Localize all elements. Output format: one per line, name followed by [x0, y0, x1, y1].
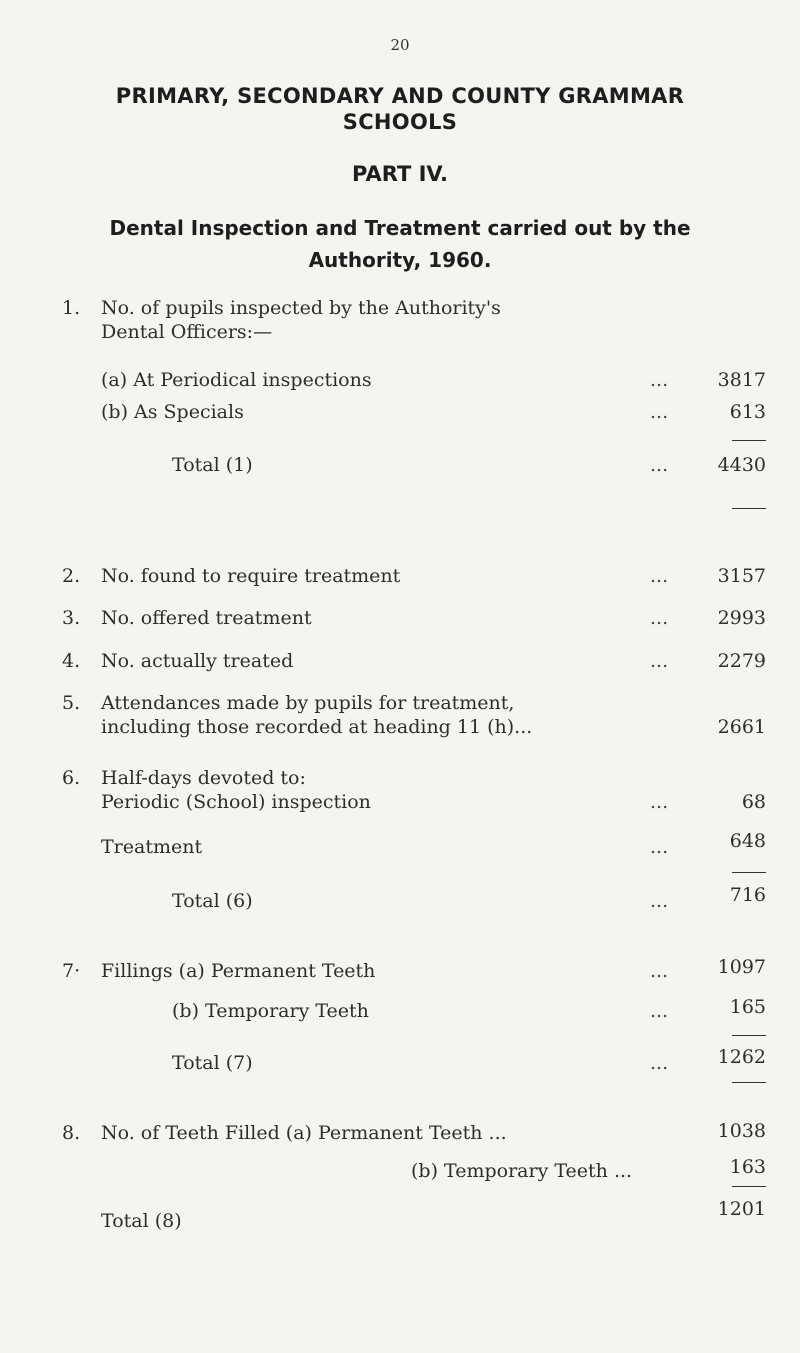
- item-1b-value: 613: [729, 401, 766, 423]
- item-3-label: No. offered treatment: [101, 607, 312, 629]
- item-6-total-value: 716: [729, 884, 766, 906]
- sum-rule: [732, 872, 766, 873]
- dot-leader: ...: [650, 401, 669, 423]
- item-6-treatment-value: 648: [729, 830, 766, 852]
- item-8b-value: 163: [729, 1156, 766, 1178]
- title-line-2: SCHOOLS: [342, 110, 458, 134]
- dot-leader: ...: [650, 960, 669, 982]
- item-2-value: 3157: [717, 565, 766, 587]
- item-2-label: No. found to require treatment: [101, 565, 401, 587]
- item-7a-value: 1097: [717, 956, 766, 978]
- item-6-treatment-label: Treatment: [101, 836, 203, 858]
- item-6-total-label: Total (6): [172, 890, 253, 912]
- item-1-line-2: Dental Officers:—: [101, 321, 273, 343]
- dot-leader: ...: [650, 791, 669, 813]
- sum-rule: [732, 440, 766, 441]
- item-8a-label: No. of Teeth Filled (a) Permanent Teeth ...: [101, 1122, 507, 1144]
- item-1-total-label: Total (1): [172, 454, 253, 476]
- item-number: 7·: [62, 960, 81, 982]
- item-8-total-label: Total (8): [101, 1210, 182, 1232]
- dot-leader: ...: [650, 890, 669, 912]
- dot-leader: ...: [650, 1052, 669, 1074]
- item-number: 5.: [62, 692, 81, 714]
- dot-leader: ...: [650, 1000, 669, 1022]
- item-6-periodic-label: Periodic (School) inspection: [101, 791, 371, 813]
- item-6-line-1: Half-days devoted to:: [101, 767, 306, 789]
- dot-leader: ...: [650, 607, 669, 629]
- item-7-total-label: Total (7): [172, 1052, 253, 1074]
- item-number: 1.: [62, 297, 81, 319]
- item-1a-label: (a) At Periodical inspections: [101, 369, 372, 391]
- part-heading: PART IV.: [352, 162, 448, 186]
- item-7a-label: Fillings (a) Permanent Teeth: [101, 960, 376, 982]
- item-1-total-value: 4430: [717, 454, 766, 476]
- total-rule: [732, 1082, 766, 1083]
- item-7-total-value: 1262: [717, 1046, 766, 1068]
- total-rule: [732, 508, 766, 509]
- title-line-1: PRIMARY, SECONDARY AND COUNTY GRAMMAR: [115, 84, 685, 108]
- dot-leader: ...: [650, 650, 669, 672]
- subtitle-line-2: Authority, 1960.: [308, 248, 492, 272]
- page-number: 20: [390, 36, 410, 54]
- item-number: 6.: [62, 767, 81, 789]
- item-7b-value: 165: [729, 996, 766, 1018]
- item-5-value: 2661: [717, 716, 766, 738]
- item-number: 3.: [62, 607, 81, 629]
- item-5-line-1: Attendances made by pupils for treatment,: [101, 692, 515, 714]
- dot-leader: ...: [650, 836, 669, 858]
- item-1b-label: (b) As Specials: [101, 401, 244, 423]
- item-8a-value: 1038: [717, 1120, 766, 1142]
- dot-leader: ...: [650, 369, 669, 391]
- item-6-periodic-value: 68: [741, 791, 766, 813]
- item-1a-value: 3817: [717, 369, 766, 391]
- dot-leader: ...: [650, 565, 669, 587]
- item-number: 8.: [62, 1122, 81, 1144]
- item-5-line-2: including those recorded at heading 11 (h)...: [101, 716, 533, 738]
- sum-rule: [732, 1035, 766, 1036]
- subtitle-line-1: Dental Inspection and Treatment carried out by the: [109, 216, 691, 240]
- item-4-label: No. actually treated: [101, 650, 294, 672]
- item-8-total-value: 1201: [717, 1198, 766, 1220]
- item-8b-label: (b) Temporary Teeth ...: [411, 1160, 633, 1182]
- item-number: 2.: [62, 565, 81, 587]
- item-4-value: 2279: [717, 650, 766, 672]
- item-number: 4.: [62, 650, 81, 672]
- item-3-value: 2993: [717, 607, 766, 629]
- item-1-line-1: No. of pupils inspected by the Authority's: [101, 297, 501, 319]
- dot-leader: ...: [650, 454, 669, 476]
- item-7b-label: (b) Temporary Teeth: [172, 1000, 369, 1022]
- sum-rule: [732, 1186, 766, 1187]
